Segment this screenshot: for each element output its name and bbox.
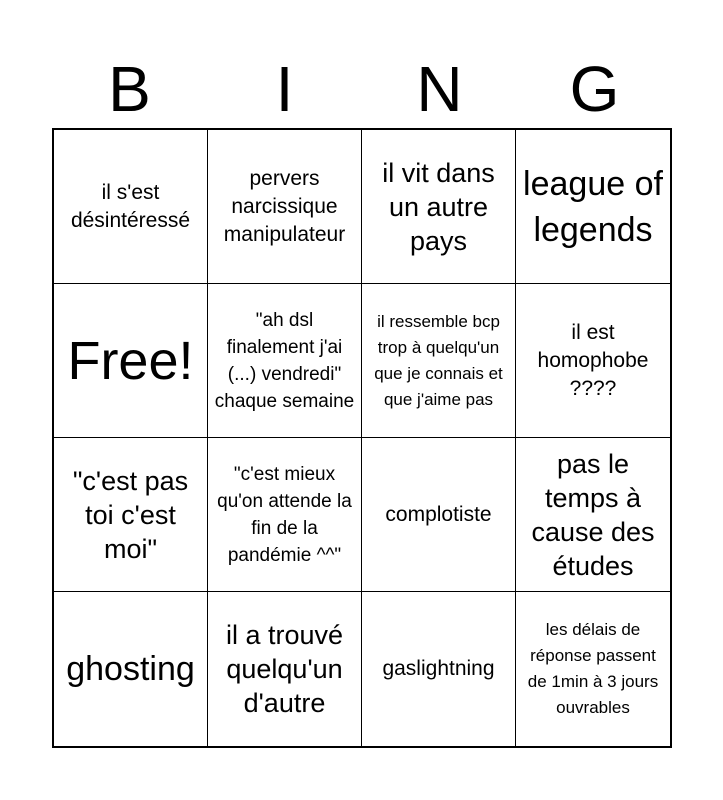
header-letter-n: N xyxy=(416,53,463,125)
bingo-cell[interactable] xyxy=(516,438,670,592)
bingo-cell[interactable] xyxy=(54,592,208,746)
cell-text: "c'est pas toi c'est moi" xyxy=(72,465,189,564)
bingo-header xyxy=(52,50,672,128)
header-letter-b: B xyxy=(108,53,151,125)
cell-text: "ah dsl finalement j'ai (...) vendredi" chaque semaine xyxy=(214,309,355,412)
header-letter-g: G xyxy=(569,53,620,125)
cell-text: il vit dans un autre pays xyxy=(382,157,495,256)
cell-text: Free! xyxy=(67,330,194,391)
bingo-cell[interactable] xyxy=(54,438,208,592)
bingo-cell[interactable] xyxy=(516,592,670,746)
bingo-cell[interactable] xyxy=(362,284,516,438)
cell-text: il s'est désintéressé xyxy=(70,180,191,232)
bingo-board xyxy=(52,128,672,748)
bingo-cell[interactable] xyxy=(516,284,670,438)
cell-text: les délais de réponse passent de 1min à 3 jours ouvrables xyxy=(527,620,659,717)
bingo-cell[interactable] xyxy=(208,592,362,746)
bingo-cell[interactable] xyxy=(208,438,362,592)
cell-text: ghosting xyxy=(66,650,195,688)
bingo-cell[interactable] xyxy=(208,284,362,438)
cell-text: gaslightning xyxy=(382,657,495,680)
bingo-cell[interactable] xyxy=(362,592,516,746)
bingo-cell[interactable] xyxy=(362,438,516,592)
cell-text: pas le temps à cause des études xyxy=(531,448,655,581)
cell-text: complotiste xyxy=(385,502,492,526)
bingo-cell[interactable] xyxy=(208,130,362,284)
cell-text: il a trouvé quelqu'un d'autre xyxy=(225,620,344,718)
cell-text: "c'est mieux qu'on attende la fin de la pandémie ^^" xyxy=(217,463,352,566)
bingo-cell[interactable] xyxy=(362,130,516,284)
header-letter-i: I xyxy=(275,53,294,125)
cell-text: league of legends xyxy=(523,164,663,249)
cell-text: il ressemble bcp trop à quelqu'un que je connais et que j'aime pas xyxy=(374,311,503,409)
free-cell[interactable] xyxy=(54,284,208,438)
bingo-cell[interactable] xyxy=(54,130,208,284)
cell-text: pervers narcissique manipulateur xyxy=(223,166,346,246)
bingo-cell[interactable] xyxy=(516,130,670,284)
cell-text: il est homophobe ???? xyxy=(537,320,649,400)
